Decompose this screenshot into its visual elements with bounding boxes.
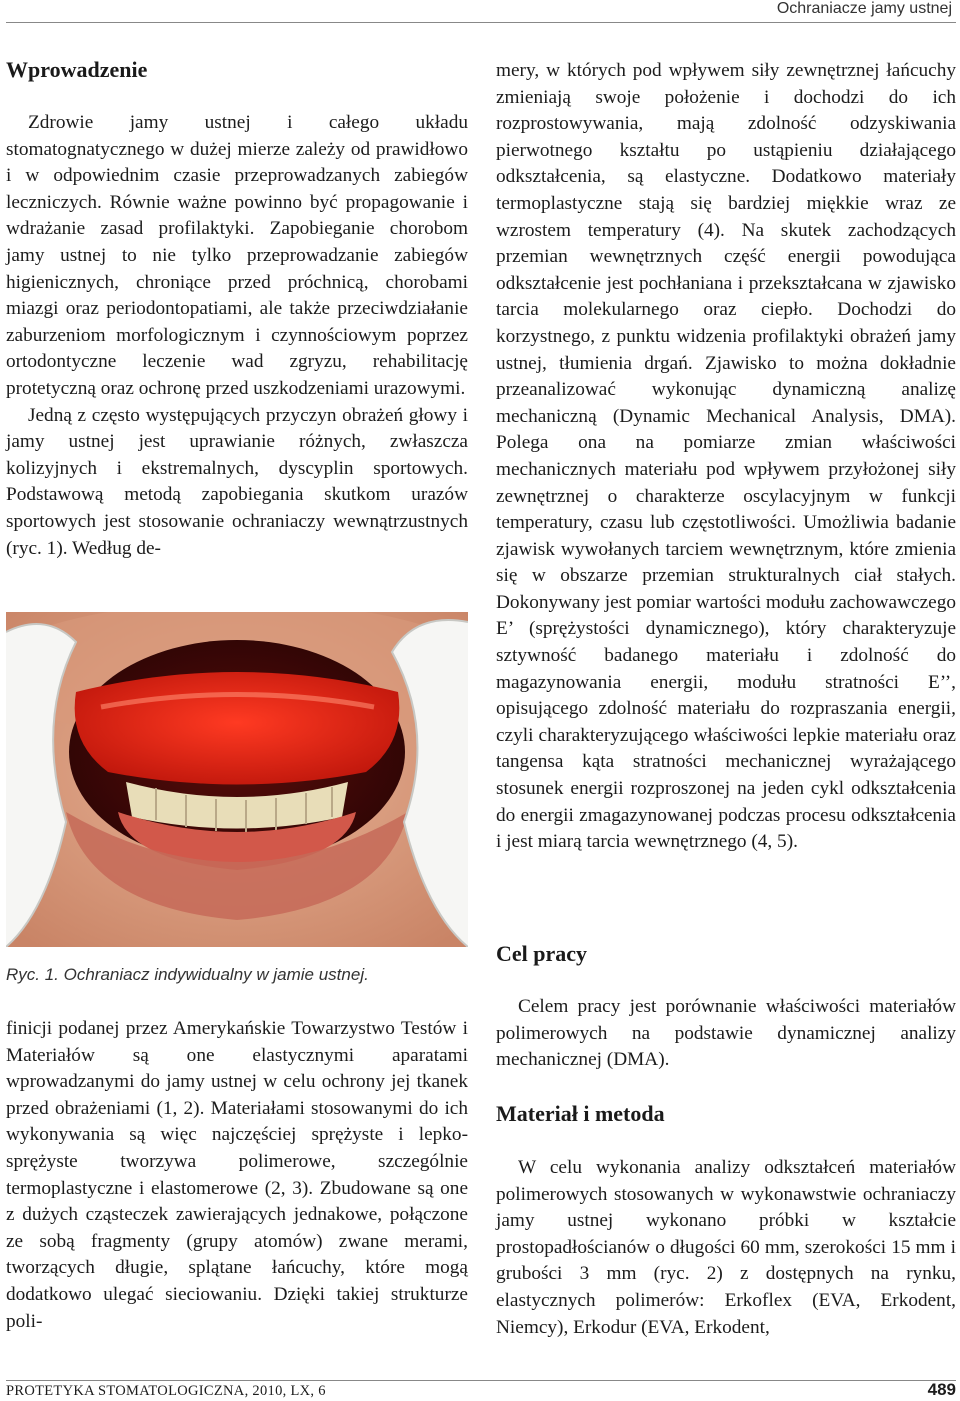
mouthguard-photo: [6, 612, 468, 947]
intro-paragraph-1: Zdrowie jamy ustnej i całego układu stomatognatycznego w dużej mierze zależy od prawidłowo i w odpowiednim czasie przeprowadzanych zabiegów leczniczych. Równie ważne powinno być propagowanie i wdrażanie zasad profilaktyki. Zapobieganie chorobom jamy ustnej to nie tylko przeprowadzanie zabiegów higienicznych, chroniące przed próchnicą, chorobami miazgi oraz periodontopatiami, ale także przeciwdziałanie zaburzeniom morfologicznym i czynnościowym poprzez ortodontyczne leczenie wad zgryzu, rehabilitację protetyczną oraz ochronę przed uszkodzeniami urazowymi.: [6, 112, 468, 399]
left-column-bottom: [6, 1016, 468, 1335]
heading-method: Materiał i metoda: [496, 1101, 665, 1126]
aim-section: [496, 994, 956, 1074]
method-paragraph: W celu wykonania analizy odkształceń materiałów polimerowych stosowanych w wykonawstwie ochraniaczy jamy ustnej wykonano próbki w kształcie prostopadłościanów o długości 60 mm, szerokości 15 mm i grubości 3 mm (ryc. 2) z dostępnych na rynku, elastycznych polimerów: Erkoflex (EVA, Erkodent, Niemcy), Erkodur (EVA, Erkodent,: [496, 1157, 956, 1338]
right-column: [496, 58, 956, 856]
running-head: Ochraniacze jamy ustnej: [776, 0, 952, 17]
intro-paragraph-2-end: finicji podanej przez Amerykańskie Towarzystwo Testów i Materiałów są one elastycznymi aparatami wprowadzanymi do jamy ustnej w celu ochrony jej tkanek przed obrażeniami (1, 2). Materiałami stosowanymi do ich wykonywania są więc najczęściej sprężyste i lepko-sprężyste tworzywa polimerowe, szczególnie termoplastyczne i elastomerowe (2, 3). Zbudowane są one z dużych cząsteczek zawierających jednakowe, połączone ze sobą fragmenty (grupy atomów) zwane merami, tworzących długie, splątane łańcuchy, które mogą dodatkowo ulegać sieciowaniu. Dzięki takiej strukturze poli-: [6, 1018, 468, 1332]
intro-paragraph-2-continued: mery, w których pod wpływem siły zewnętrznej łańcuchy zmieniają swoje położenie i dochodzi do ich rozprostowywania, mają zdolność odzyskiwania pierwotnego kształtu po ustąpieniu działającego odkształcenia, są elastyczne. Dodatkowo materiały termoplastyczne stają się bardziej miękkie wraz ze wzrostem temperatury (4). Na skutek zachodzących przemian wewnętrznych część energii powodująca odkształcenie jest pochłaniana i przekształcana w zjawisko tarcia molekularnego oraz ciepło. Dochodzi do korzystnego, z punktu widzenia profilaktyki obrażeń jamy ustnej, tłumienia drgań. Zjawisko to można dokładnie przeanalizować wykonując dynamiczną analizę mechaniczną (Dynamic Mechanical Analysis, DMA). Polega ona na pomiarze zmian właściwości mechanicznych materiału pod wpływem przyłożonej siły zewnętrznej o charakterze oscylacyjnym w funkcji temperatury, czasu lub częstotliwości. Umożliwia badanie zjawisk wywołanych tarciem wewnętrznym, które zmienia się w obszarze przemian strukturalnych ciał stałych. Dokonywany jest pomiar wartości modułu zachowawczego E’ (sprężystości dynamicznego), który charakteryzuje sztywność badanego materiału i zdolność do magazynowania energii, modułu stratności E’’, opisującego zdolność materiału do rozpraszania energii, czyli charakteryzującego właściwości lepkie materiału oraz tangensa kąta stratności mechanicznej wyrażającego stosunek energii rozproszonej na jeden cykl odkształcenia do energii zmagazynowanej podczas procesu odkształcenia i jest miarą tarcia wewnętrznego (4, 5).: [496, 60, 956, 853]
header-rule: [6, 22, 956, 23]
method-section: [496, 1155, 956, 1341]
left-column-top: [6, 110, 468, 562]
intro-paragraph-2-start: Jedną z często występujących przyczyn obrażeń głowy i jamy ustnej jest uprawianie różnych, zwłaszcza kolizyjnych i ekstremalnych, dyscyplin sportowych. Podstawową metodą zapobiegania skutkom urazów sportowych jest stosowanie ochraniaczy wewnątrzustnych (ryc. 1). Według de-: [6, 404, 468, 559]
footer-rule: [6, 1380, 956, 1381]
heading-introduction: Wprowadzenie: [6, 57, 148, 82]
page-number: 489: [927, 1380, 956, 1399]
figure-caption: Ryc. 1. Ochraniacz indywidualny w jamie ustnej.: [6, 965, 369, 984]
figure-mouthguard-photo: [6, 612, 468, 947]
heading-aim: Cel pracy: [496, 941, 588, 966]
footer-journal: PROTETYKA STOMATOLOGICZNA, 2010, LX, 6: [6, 1383, 326, 1399]
aim-paragraph: Celem pracy jest porównanie właściwości materiałów polimerowych na podstawie dynamicznej analizy mechanicznej (DMA).: [496, 996, 956, 1071]
